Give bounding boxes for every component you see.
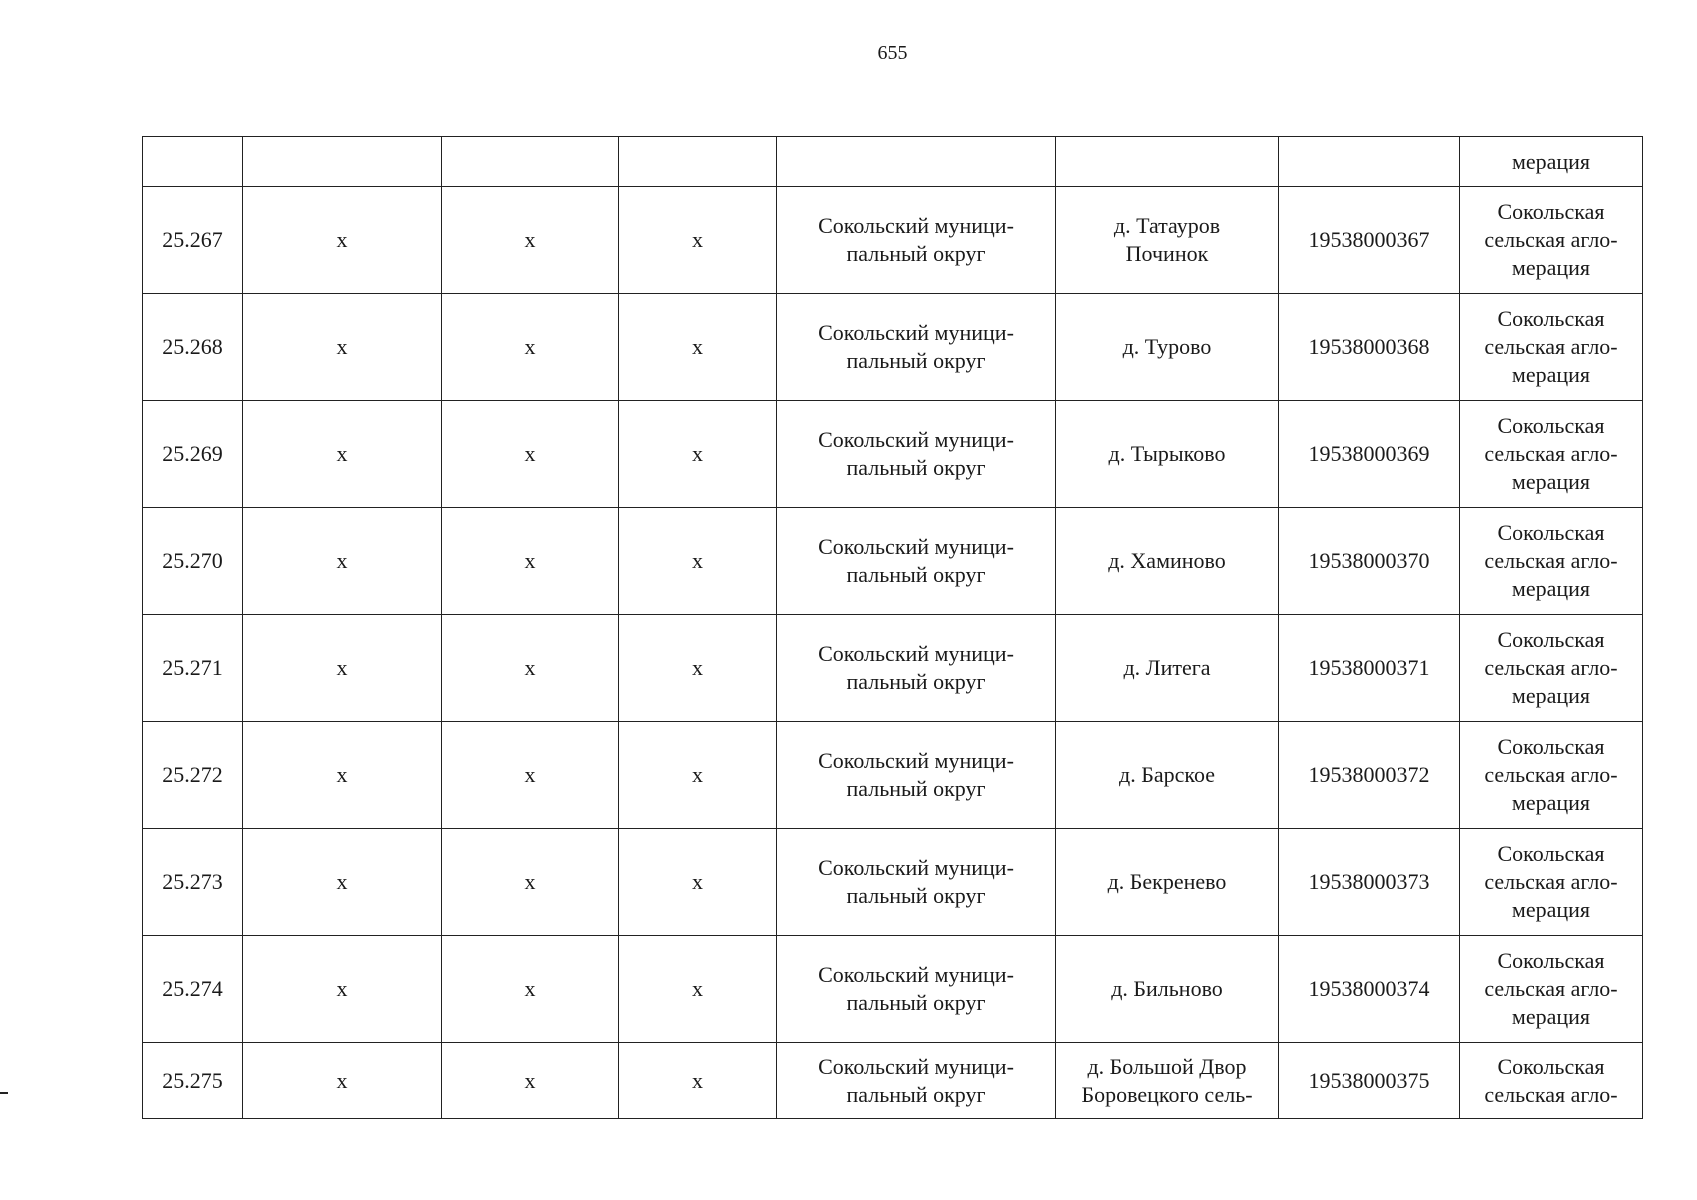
table-cell [1056,137,1279,187]
x-cell-text: x [336,762,348,787]
x-cell-text: x [524,227,536,252]
table-cell [143,137,243,187]
agglomeration-cell-text: Сокольская сельская агло- мерация [1484,841,1618,922]
code-cell-text: 19538000372 [1308,762,1430,787]
row-number-cell-text: 25.269 [162,441,223,466]
x-cell-text: x [692,655,703,680]
code-cell-text: 19538000369 [1308,441,1430,466]
x-cell [442,508,619,615]
code-cell [1279,615,1460,722]
table-cell [777,137,1056,187]
x-cell [243,187,442,294]
x-cell [442,936,619,1043]
table-row [143,508,1643,615]
settlement-cell-text: д. Литега [1123,655,1211,680]
x-cell: x [243,1043,442,1119]
table-cell [243,137,442,187]
agglomeration-cell [1460,187,1643,294]
continued-header-row [143,137,1643,187]
table-cell [619,137,777,187]
x-cell [243,722,442,829]
district-cell-text: Сокольский муници- пальный округ [818,962,1014,1015]
agglomeration-cell [1460,936,1643,1043]
settlement-cell-text: д. Бильново [1111,976,1223,1001]
table-row [143,936,1643,1043]
row-number-cell-text: 25.274 [162,976,223,1001]
code-cell [1279,829,1460,936]
district-cell [777,187,1056,294]
table-row [143,1043,1643,1119]
x-cell [619,294,777,401]
settlement-cell [1056,722,1279,829]
settlement-cell-text: д. Турово [1122,334,1212,359]
code-cell-text: 19538000368 [1308,334,1430,359]
x-cell: x [442,1043,619,1119]
table-cell [1279,137,1460,187]
district-cell-text: Сокольский муници- пальный округ [818,213,1014,266]
district-cell [777,936,1056,1043]
settlement-cell: д. Большой Двор Боровецкого сель- [1056,1043,1279,1119]
district-cell [777,615,1056,722]
row-number-cell-text: 25.273 [162,869,223,894]
x-cell-text: x [336,334,348,359]
x-cell [243,615,442,722]
district-cell [777,508,1056,615]
code-cell-text: 19538000367 [1308,227,1430,252]
x-cell [243,401,442,508]
x-cell-text: x [692,869,703,894]
x-cell-text: x [692,334,703,359]
x-cell-text: x [336,869,348,894]
row-number-cell [143,508,243,615]
page-number: 655 [877,42,908,64]
x-cell-text: x [336,548,348,573]
agglomeration-cell [1460,401,1643,508]
district-cell-text: Сокольский муници- пальный округ [818,320,1014,373]
district-cell: Сокольский муници- пальный округ [777,1043,1056,1119]
x-cell [442,722,619,829]
agglomeration-cell-text: Сокольская сельская агло- мерация [1484,413,1618,494]
district-cell-text: Сокольский муници- пальный округ [818,427,1014,480]
x-cell [442,187,619,294]
code-cell: 19538000375 [1279,1043,1460,1119]
x-cell-text: x [336,441,348,466]
table-row [143,401,1643,508]
x-cell-text: x [692,762,703,787]
x-cell-text: x [524,762,536,787]
settlement-cell [1056,508,1279,615]
row-number-cell [143,187,243,294]
code-cell [1279,401,1460,508]
x-cell [442,401,619,508]
agglomeration-cell-text: Сокольская сельская агло- мерация [1484,520,1618,601]
settlement-cell [1056,294,1279,401]
agglomeration-cell-text: Сокольская сельская агло- мерация [1484,627,1618,708]
code-cell-text: 19538000373 [1308,869,1430,894]
agglomeration-cell: Сокольская сельская агло- [1460,1043,1643,1119]
x-cell [619,722,777,829]
row-number-cell [143,615,243,722]
settlement-cell-text: д. Тырыково [1108,441,1226,466]
district-cell-text: Сокольский муници- пальный округ [818,748,1014,801]
agglomeration-cell-text: Сокольская сельская агло- мерация [1484,199,1618,280]
settlement-cell [1056,401,1279,508]
x-cell [243,508,442,615]
settlements-table-container [142,136,1642,1109]
x-cell-text: x [692,441,703,466]
x-cell-text: x [524,869,536,894]
table-cell [442,137,619,187]
margin-mark [0,1092,8,1094]
settlement-cell [1056,829,1279,936]
settlement-cell-text: д. Бекренево [1107,869,1227,894]
table-row [143,722,1643,829]
agglomeration-cell: мерация [1460,137,1643,187]
code-cell [1279,294,1460,401]
x-cell [442,829,619,936]
code-cell-text: 19538000371 [1308,655,1430,680]
x-cell [619,936,777,1043]
table-row [143,187,1643,294]
x-cell [243,294,442,401]
settlement-cell-text: д. Барское [1119,762,1215,787]
district-cell [777,294,1056,401]
settlement-cell [1056,187,1279,294]
code-cell [1279,936,1460,1043]
district-cell [777,829,1056,936]
agglomeration-cell-text: Сокольская сельская агло- мерация [1484,948,1618,1029]
settlement-cell-text: д. Татауров Починок [1113,213,1221,266]
district-cell [777,722,1056,829]
x-cell-text: x [524,655,536,680]
code-cell [1279,508,1460,615]
row-number-cell [143,936,243,1043]
settlement-cell [1056,936,1279,1043]
x-cell [442,615,619,722]
x-cell-text: x [524,441,536,466]
table-row [143,829,1643,936]
x-cell-text: x [524,976,536,1001]
x-cell-text: x [524,548,536,573]
code-cell-text: 19538000370 [1308,548,1430,573]
table-row [143,294,1643,401]
row-number-cell [143,401,243,508]
x-cell-text: x [524,334,536,359]
district-cell-text: Сокольский муници- пальный округ [818,641,1014,694]
x-cell [619,508,777,615]
x-cell-text: x [692,548,703,573]
x-cell-text: x [692,227,703,252]
code-cell [1279,722,1460,829]
district-cell [777,401,1056,508]
x-cell [243,936,442,1043]
x-cell-text: x [336,655,348,680]
district-cell-text: Сокольский муници- пальный округ [818,855,1014,908]
settlement-cell [1056,615,1279,722]
row-number-cell-text: 25.271 [162,655,223,680]
x-cell-text: x [692,976,703,1001]
agglomeration-cell [1460,829,1643,936]
x-cell [619,615,777,722]
table-row [143,615,1643,722]
row-number-cell: 25.275 [143,1043,243,1119]
agglomeration-cell-text: Сокольская сельская агло- мерация [1484,306,1618,387]
district-cell-text: Сокольский муници- пальный округ [818,534,1014,587]
agglomeration-cell [1460,294,1643,401]
row-number-cell [143,294,243,401]
x-cell [619,829,777,936]
x-cell [442,294,619,401]
x-cell-text: x [336,227,348,252]
row-number-cell-text: 25.267 [162,227,223,252]
row-number-cell-text: 25.268 [162,334,223,359]
x-cell-text: x [336,976,348,1001]
row-number-cell [143,722,243,829]
code-cell [1279,187,1460,294]
agglomeration-cell-text: Сокольская сельская агло- мерация [1484,734,1618,815]
settlements-table [142,136,1643,1119]
row-number-cell [143,829,243,936]
agglomeration-cell [1460,615,1643,722]
row-number-cell-text: 25.270 [162,548,223,573]
x-cell: x [619,1043,777,1119]
code-cell-text: 19538000374 [1308,976,1430,1001]
x-cell [619,401,777,508]
row-number-cell-text: 25.272 [162,762,223,787]
settlement-cell-text: д. Хаминово [1108,548,1226,573]
x-cell [619,187,777,294]
agglomeration-cell [1460,508,1643,615]
x-cell [243,829,442,936]
agglomeration-cell [1460,722,1643,829]
